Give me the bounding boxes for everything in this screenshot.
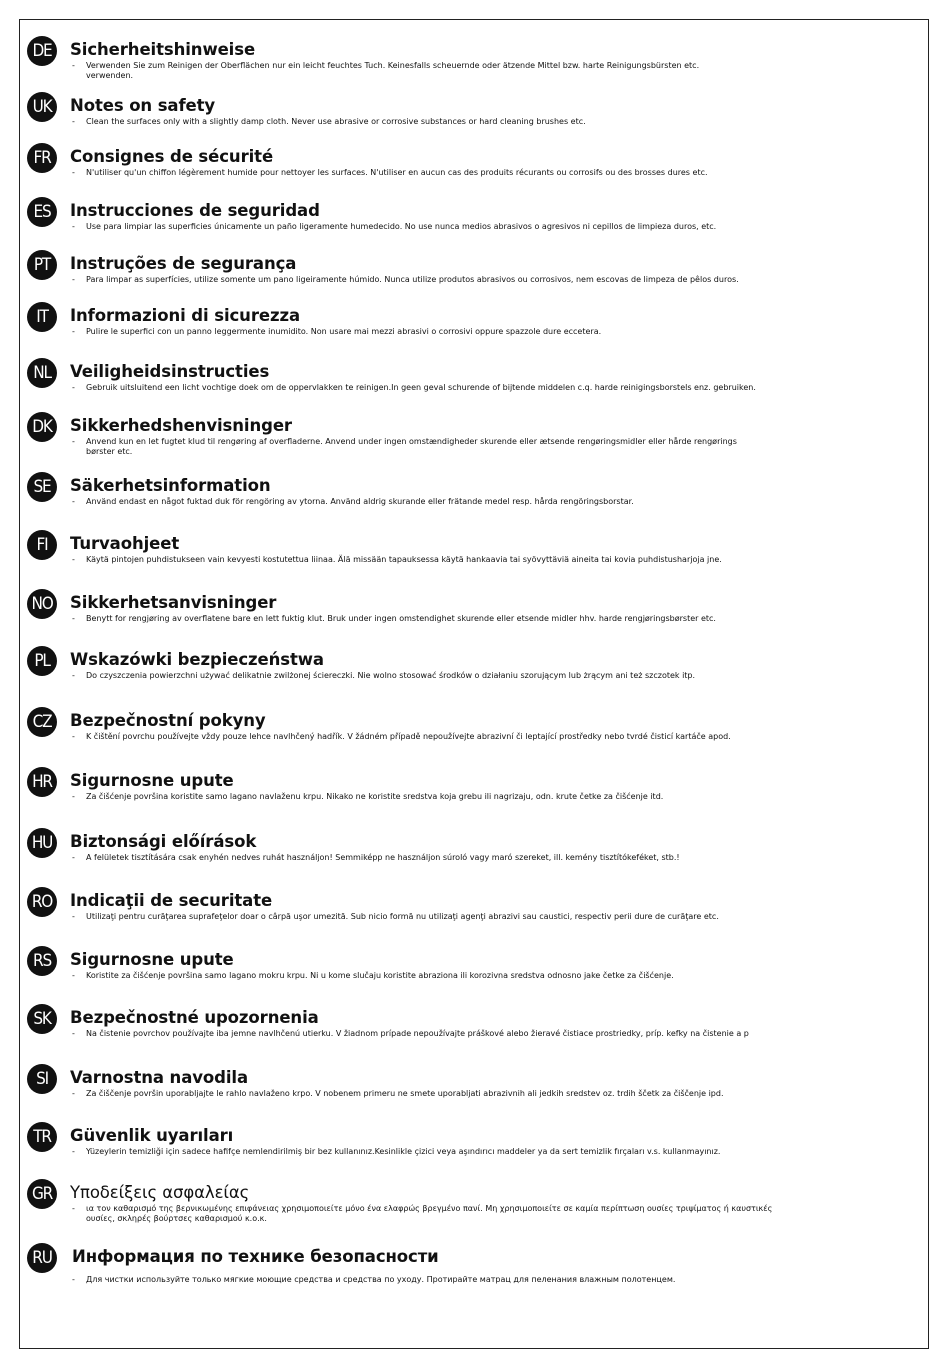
section-text: - Use para limpiar las superficies únicamente un paño ligeramente humedecido. No use nunca medios abrasivos o agresivos ni cepillos de limpieza duros, etc. bbox=[72, 222, 717, 231]
language-badge: ES bbox=[27, 197, 57, 227]
language-badge: IT bbox=[27, 302, 57, 332]
section-text: - Za čiščenje površin uporabljajte le rahlo navlaženo krpo. V nobenem primeru ne smete uporabljati abrazivnih ali jedkih sredstev oz. trdih ščetk za čiščenje ipd. bbox=[72, 1089, 724, 1098]
section-text: - Anvend kun en let fugtet klud til rengøring af overfladerne. Anvend under ingen omstændigheder skurende eller ætsende rengøringsmidler eller hårde rengørings børster etc. bbox=[72, 437, 737, 456]
section-title: Biztonsági előírások bbox=[70, 832, 257, 851]
section-title: Sigurnosne upute bbox=[70, 771, 234, 790]
language-badge: SK bbox=[27, 1004, 57, 1034]
language-badge: SI bbox=[27, 1064, 57, 1094]
section-text: - Gebruik uitsluitend een licht vochtige doek om de oppervlakken te reinigen.In geen geval schurende of bijtende middelen c.q. harde reinigingsborstels enz. gebruiken. bbox=[72, 383, 756, 392]
section-title: Bezpečnostné upozornenia bbox=[70, 1008, 319, 1027]
section-text: - Za čišćenje površina koristite samo lagano navlaženu krpu. Nikako ne koristite sredstva koja grebu ili nagrizaju, odn. krute četke za čišćenje itd. bbox=[72, 792, 664, 801]
section-title: Notes on safety bbox=[70, 96, 216, 115]
section-text: - Na čistenie povrchov používajte iba jemne navlhčenú utierku. V žiadnom prípade nepoužívajte práškové alebo žieravé čistiace prostriedky, príp. kefky na čistenie a p bbox=[72, 1029, 749, 1038]
section-text: - Yüzeylerin temizliği için sadece hafifçe nemlendirilmiş bir bez kullanınız.Kesinlikle çizici veya aşındırıcı maddeler ya da sert temizlik fırçaları v.s. kullanmayınız. bbox=[72, 1147, 721, 1156]
language-badge: DK bbox=[27, 412, 57, 442]
language-badge: PT bbox=[27, 250, 57, 280]
section-text: - Verwenden Sie zum Reinigen der Oberflächen nur ein leicht feuchtes Tuch. Keinesfalls scheuernde oder ätzende Mittel bzw. harte Reinigungsbürsten etc. verwenden. bbox=[72, 61, 700, 80]
section-title: Информация по технике безопасности bbox=[72, 1247, 439, 1266]
section-title: Varnostna navodila bbox=[70, 1068, 248, 1087]
section-text: - Benytt for rengjøring av overflatene bare en lett fuktig klut. Bruk under ingen omstendighet skurende eller etsende midler hhv. harde rengjøringsbørster etc. bbox=[72, 614, 716, 623]
language-badge: RS bbox=[27, 946, 57, 976]
language-badge: HU bbox=[27, 828, 57, 858]
section-text: - Para limpar as superfícies, utilize somente um pano ligeiramente húmido. Nunca utilize produtos abrasivos ou corrosivos, nem escovas de limpeza de pêlos duros. bbox=[72, 275, 739, 284]
section-title: Wskazówki bezpieczeństwa bbox=[70, 650, 324, 669]
language-badge: HR bbox=[27, 767, 57, 797]
section-text: - Koristite za čišćenje površina samo lagano mokru krpu. Ni u kome slučaju koristite abraziona ili korozivna sredstva odnosno jake četke za čišćenje. bbox=[72, 971, 674, 980]
section-title: Sigurnosne upute bbox=[70, 950, 234, 969]
section-title: Sicherheitshinweise bbox=[70, 40, 256, 59]
language-badge: DE bbox=[27, 36, 57, 66]
language-badge: NL bbox=[27, 358, 57, 388]
section-text: - K čištění povrchu používejte vždy pouze lehce navlhčený hadřík. V žádném případě nepoužívejte abrazivní či leptající prostředky nebo tvrdé čisticí kartáče apod. bbox=[72, 732, 731, 741]
section-title: Sikkerhedshenvisninger bbox=[70, 416, 292, 435]
language-badge: PL bbox=[27, 646, 57, 676]
language-badge: FR bbox=[27, 143, 57, 173]
section-text: - Utilizaţi pentru curăţarea suprafeţelor doar o cârpă uşor umezită. Sub nicio formă nu utilizaţi agenţi abrazivi sau caustici, respectiv perii dure de curăţare etc. bbox=[72, 912, 719, 921]
section-title: Informazioni di sicurezza bbox=[70, 306, 300, 325]
section-text: - A felületek tisztítására csak enyhén nedves ruhát használjon! Semmiképp ne használjon súroló vagy maró szereket, ill. kemény tisztítókeféket, stb.! bbox=[72, 853, 680, 862]
section-title: Sikkerhetsanvisninger bbox=[70, 593, 277, 612]
section-text: - Для чистки используйте только мягкие моющие средства и средства по уходу. Протирайте матрац для пеленания влажным полотенцем. bbox=[72, 1275, 676, 1284]
section-title: Instruções de segurança bbox=[70, 254, 297, 273]
section-title: Instrucciones de seguridad bbox=[70, 201, 320, 220]
language-badge: TR bbox=[27, 1122, 57, 1152]
language-badge: NO bbox=[27, 589, 57, 619]
language-badge: UK bbox=[27, 92, 57, 122]
section-text: - Do czyszczenia powierzchni używać delikatnie zwilżonej ściereczki. Nie wolno stosować środków o działaniu szorującym lub żrącym ani też szczotek itp. bbox=[72, 671, 696, 680]
language-badge: GR bbox=[27, 1179, 57, 1209]
language-badge: RU bbox=[27, 1243, 57, 1273]
section-text: - Använd endast en något fuktad duk för rengöring av ytorna. Använd aldrig skurande eller frätande medel resp. hårda rengöringsborstar. bbox=[72, 497, 634, 506]
section-title: Turvaohjeet bbox=[70, 534, 180, 553]
section-title: Bezpečnostní pokyny bbox=[70, 711, 266, 730]
language-badge: SE bbox=[27, 472, 57, 502]
section-title: Säkerhetsinformation bbox=[70, 476, 271, 495]
section-text: - Käytä pintojen puhdistukseen vain kevyesti kostutettua liinaa. Älä missään tapauksessa käytä hankaavia tai syövyttäviä aineita tai kovia puhdistusharjoja jne. bbox=[72, 555, 722, 564]
section-title: Consignes de sécurité bbox=[70, 147, 274, 166]
section-text: - ια τον καθαρισμό της βερνικωμένης επιφάνειας χρησιμοποιείτε μόνο ένα ελαφρώς βρεγμένο πανί. Μη χρησιμοποιείτε σε καμία περίπτωση ουσίες τριψίματος ή καυστικές ουσίες, σκληρές βούρτσες καθαρισμού κ.ο.κ. bbox=[72, 1204, 773, 1223]
language-badge: CZ bbox=[27, 707, 57, 737]
section-title: Güvenlik uyarıları bbox=[70, 1126, 234, 1145]
section-text: - Clean the surfaces only with a slightly damp cloth. Never use abrasive or corrosive substances or hard cleaning brushes etc. bbox=[72, 117, 586, 126]
section-title: Indicaţii de securitate bbox=[70, 891, 273, 910]
section-text: - Pulire le superfici con un panno leggermente inumidito. Non usare mai mezzi abrasivi o corrosivi oppure spazzole dure eccetera. bbox=[72, 327, 602, 336]
section-title: Υποδείξεις ασφαλείας bbox=[70, 1183, 250, 1202]
section-text: - N'utiliser qu'un chiffon légèrement humide pour nettoyer les surfaces. N'utiliser en aucun cas des produits récurants ou corrosifs ou des brosses dures etc. bbox=[72, 168, 708, 177]
language-badge: FI bbox=[27, 530, 57, 560]
section-title: Veiligheidsinstructies bbox=[70, 362, 270, 381]
language-badge: RO bbox=[27, 887, 57, 917]
